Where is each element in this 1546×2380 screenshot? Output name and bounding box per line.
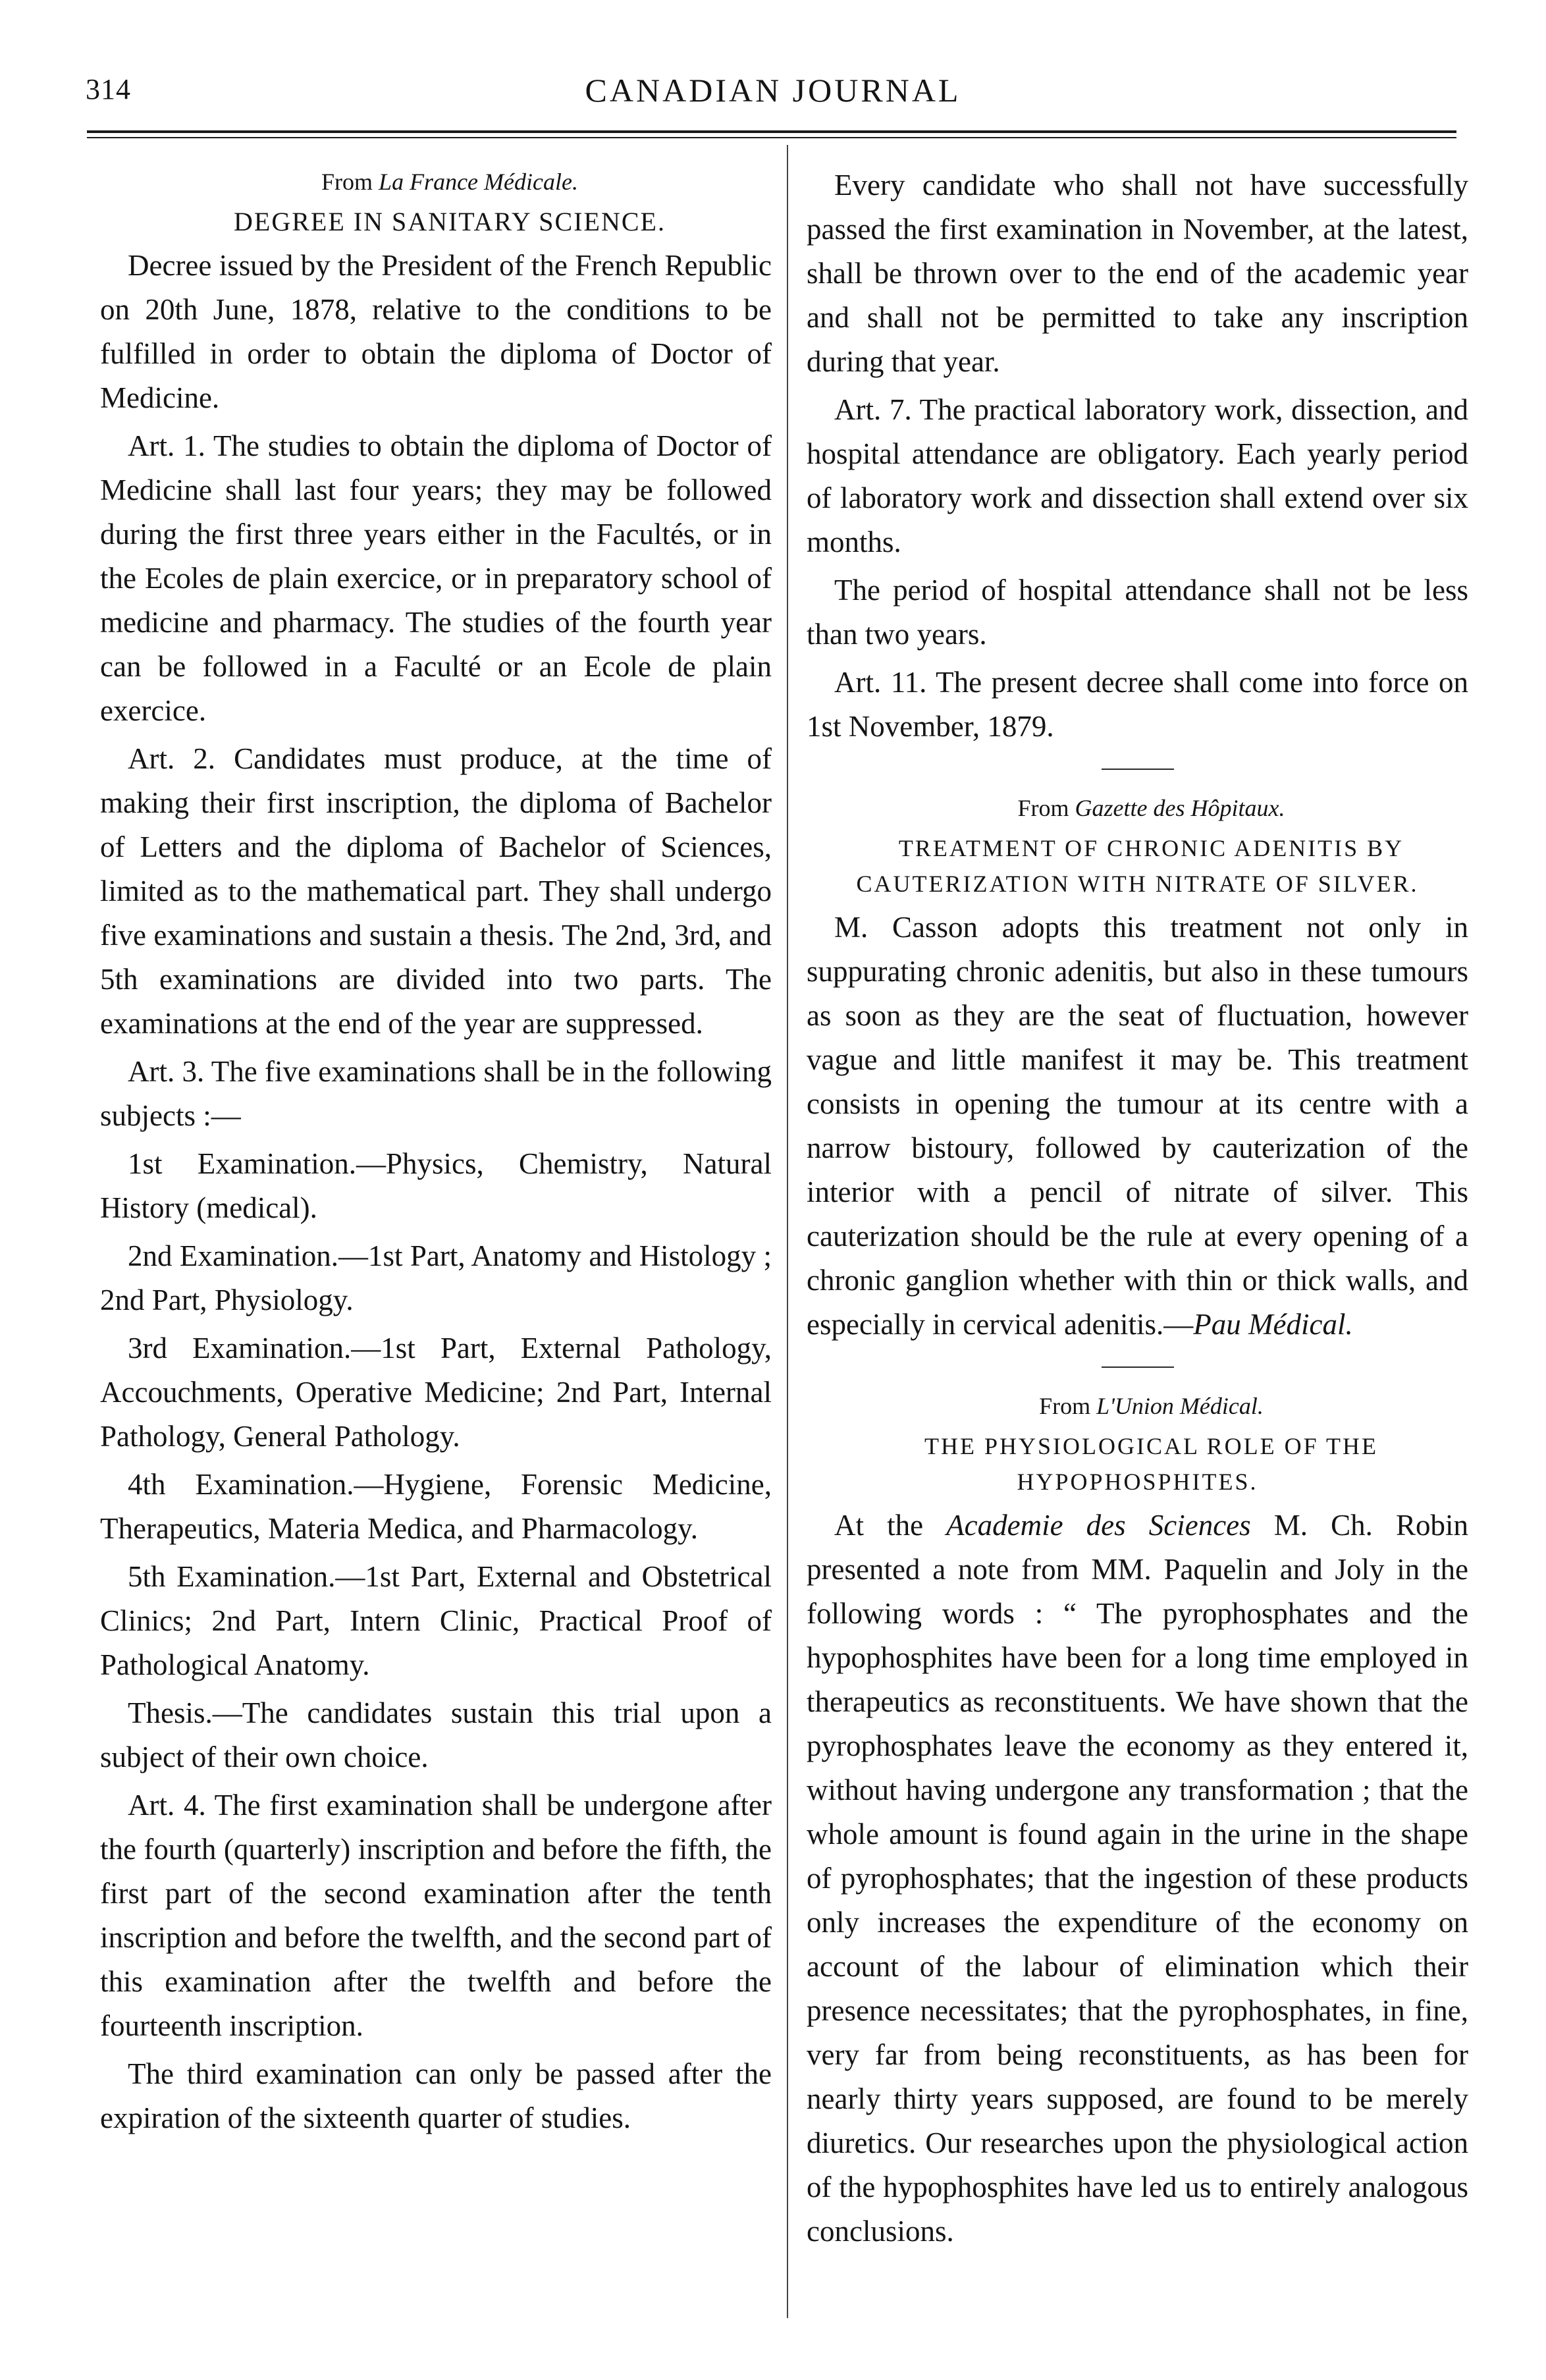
paragraph-thesis: Thesis.—The candidates sustain this trial upon a subject of their own choice. (100, 1696, 772, 1773)
left-column (100, 163, 772, 2144)
paragraph-art-1: Art. 1. The studies to obtain the diploma of Doctor of Medicine shall last four years; they may be followed during the first three years either in the Facultés, or in the Ecoles de plain exercice, or in preparatory school of medicine and pharmacy. The studies of the fourth year can be followed in a Faculté or an Ecole de plain exercice. (100, 429, 772, 727)
paragraph-hypophosphites-text: M. Ch. Robin presented a note from MM. Paquelin and Joly in the following words : “ The pyrophosphates and the hypophosphites have been for a long time employed in therapeutics as reconstituents. We have shown that the pyrophosphates leave the economy as they entered it, without having undergone any transformation ; that the whole amount is found again in the urine in the shape of pyrophosphates; that the ingestion of these products only increases the expenditure of the economy on account of the labour of elimination which their presence necessitates; that the pyrophosphates, in fine, very far from being reconstituents, as has been for nearly thirty years supposed, are found to be merely diuretics. Our researches upon the physiological action of the hypophosphites have led us to entirely analogous conclusions. (807, 1509, 1468, 2248)
header-rule-thin (87, 137, 1456, 138)
source-prefix: From (321, 169, 373, 195)
running-title: CANADIAN JOURNAL (585, 72, 961, 109)
paragraph-hospital-attendance: The period of hospital attendance shall not be less than two years. (807, 574, 1468, 651)
paragraph-hypophosphites (807, 1503, 1468, 2254)
page-number: 314 (86, 73, 131, 105)
paragraph-art-11: Art. 11. The present decree shall come into force on 1st November, 1879. (807, 666, 1468, 743)
paragraph-lead: At the (834, 1509, 924, 1542)
paragraph-exam-5: 5th Examination.—1st Part, External and Obstetrical Clinics; 2nd Part, Intern Clinic, Practical Proof of Pathological Anatomy. (100, 1560, 772, 1681)
section-divider-rule (1102, 769, 1174, 770)
paragraph-art-4: Art. 4. The first examination shall be undergone after the fourth (quarterly) inscription and before the fifth, the first part of the second examination after the tenth inscription and before the twelfth, and the second part of this examination after the twelfth and before the fourteenth inscription. (100, 1789, 772, 2042)
source-prefix: From (1039, 1393, 1091, 1419)
article-source-union-medical (807, 1388, 1468, 1424)
source-publication: L'Union Médical. (1096, 1393, 1264, 1419)
paragraph-art-7: Art. 7. The practical laboratory work, dissection, and hospital attendance are obligatory. Each yearly period of laboratory work and dissection shall extend over six months. (807, 393, 1468, 558)
article-source-gazette (807, 790, 1468, 826)
article-heading-sanitary-science: DEGREE IN SANITARY SCIENCE. (234, 207, 666, 236)
article-heading-hypophosphites: THE PHYSIOLOGICAL ROLE OF THE HYPOPHOSPHITES. (924, 1433, 1378, 1495)
source-prefix: From (1017, 795, 1069, 821)
right-column (807, 163, 1468, 2258)
article-heading-chronic-adenitis: TREATMENT OF CHRONIC ADENITIS BY CAUTERIZATION WITH NITRATE OF SILVER. (856, 835, 1419, 897)
paragraph-exam-1: 1st Examination.—Physics, Chemistry, Natural History (medical). (100, 1147, 772, 1224)
source-publication: Gazette des Hôpitaux. (1075, 795, 1285, 821)
paragraph-exam-2: 2nd Examination.—1st Part, Anatomy and Histology ; 2nd Part, Physiology. (100, 1239, 772, 1316)
source-publication: La France Médicale. (379, 169, 578, 195)
paragraph-art-3: Art. 3. The five examinations shall be in the following subjects :— (100, 1055, 772, 1132)
header-rule-thick (87, 130, 1456, 133)
paragraph-casson-text: M. Casson adopts this treatment not only in suppurating chronic adenitis, but also in these tumours as soon as they are the seat of fluctuation, however vague and little manifest it may be. This treatment consists in opening the tumour at its centre with a narrow bistoury, followed by cauterization of the interior with a pencil of nitrate of silver. This cauterization should be the rule at every opening of a chronic ganglion whether with thin or thick walls, and especially in cervical adenitis.— (807, 911, 1468, 1341)
section-divider-rule (1102, 1366, 1174, 1368)
paragraph-lead-italic: Academie des Sciences (946, 1509, 1251, 1542)
paragraph-every-candidate: Every candidate who shall not have successfully passed the first examination in November, at the latest, shall be thrown over to the end of the academic year and shall not be permitted to take any inscription during that year. (807, 169, 1468, 378)
paragraph-casson-signature: Pau Médical. (1193, 1308, 1353, 1341)
paragraph-exam-3: 3rd Examination.—1st Part, External Pathology, Accouchments, Operative Medicine; 2nd Part, Internal Pathology, General Pathology. (100, 1332, 772, 1453)
paragraph-art-2: Art. 2. Candidates must produce, at the time of making their first inscription, the diploma of Bachelor of Letters and the diploma of Bachelor of Sciences, limited as to the mathematical part. They shall undergo five examinations and sustain a thesis. The 2nd, 3rd, and 5th examinations are divided into two parts. The examinations at the end of the year are suppressed. (100, 742, 772, 1040)
article-source-la-france-medicale (100, 163, 772, 200)
paragraph-decree: Decree issued by the President of the French Republic on 20th June, 1878, relative to the conditions to be fulfilled in order to obtain the diploma of Doctor of Medicine. (100, 249, 772, 414)
column-divider (787, 145, 788, 2318)
paragraph-exam-4: 4th Examination.—Hygiene, Forensic Medicine, Therapeutics, Materia Medica, and Pharmacology. (100, 1468, 772, 1545)
paragraph-casson (807, 906, 1468, 1347)
paragraph-third-exam: The third examination can only be passed after the expiration of the sixteenth quarter of studies. (100, 2057, 772, 2134)
